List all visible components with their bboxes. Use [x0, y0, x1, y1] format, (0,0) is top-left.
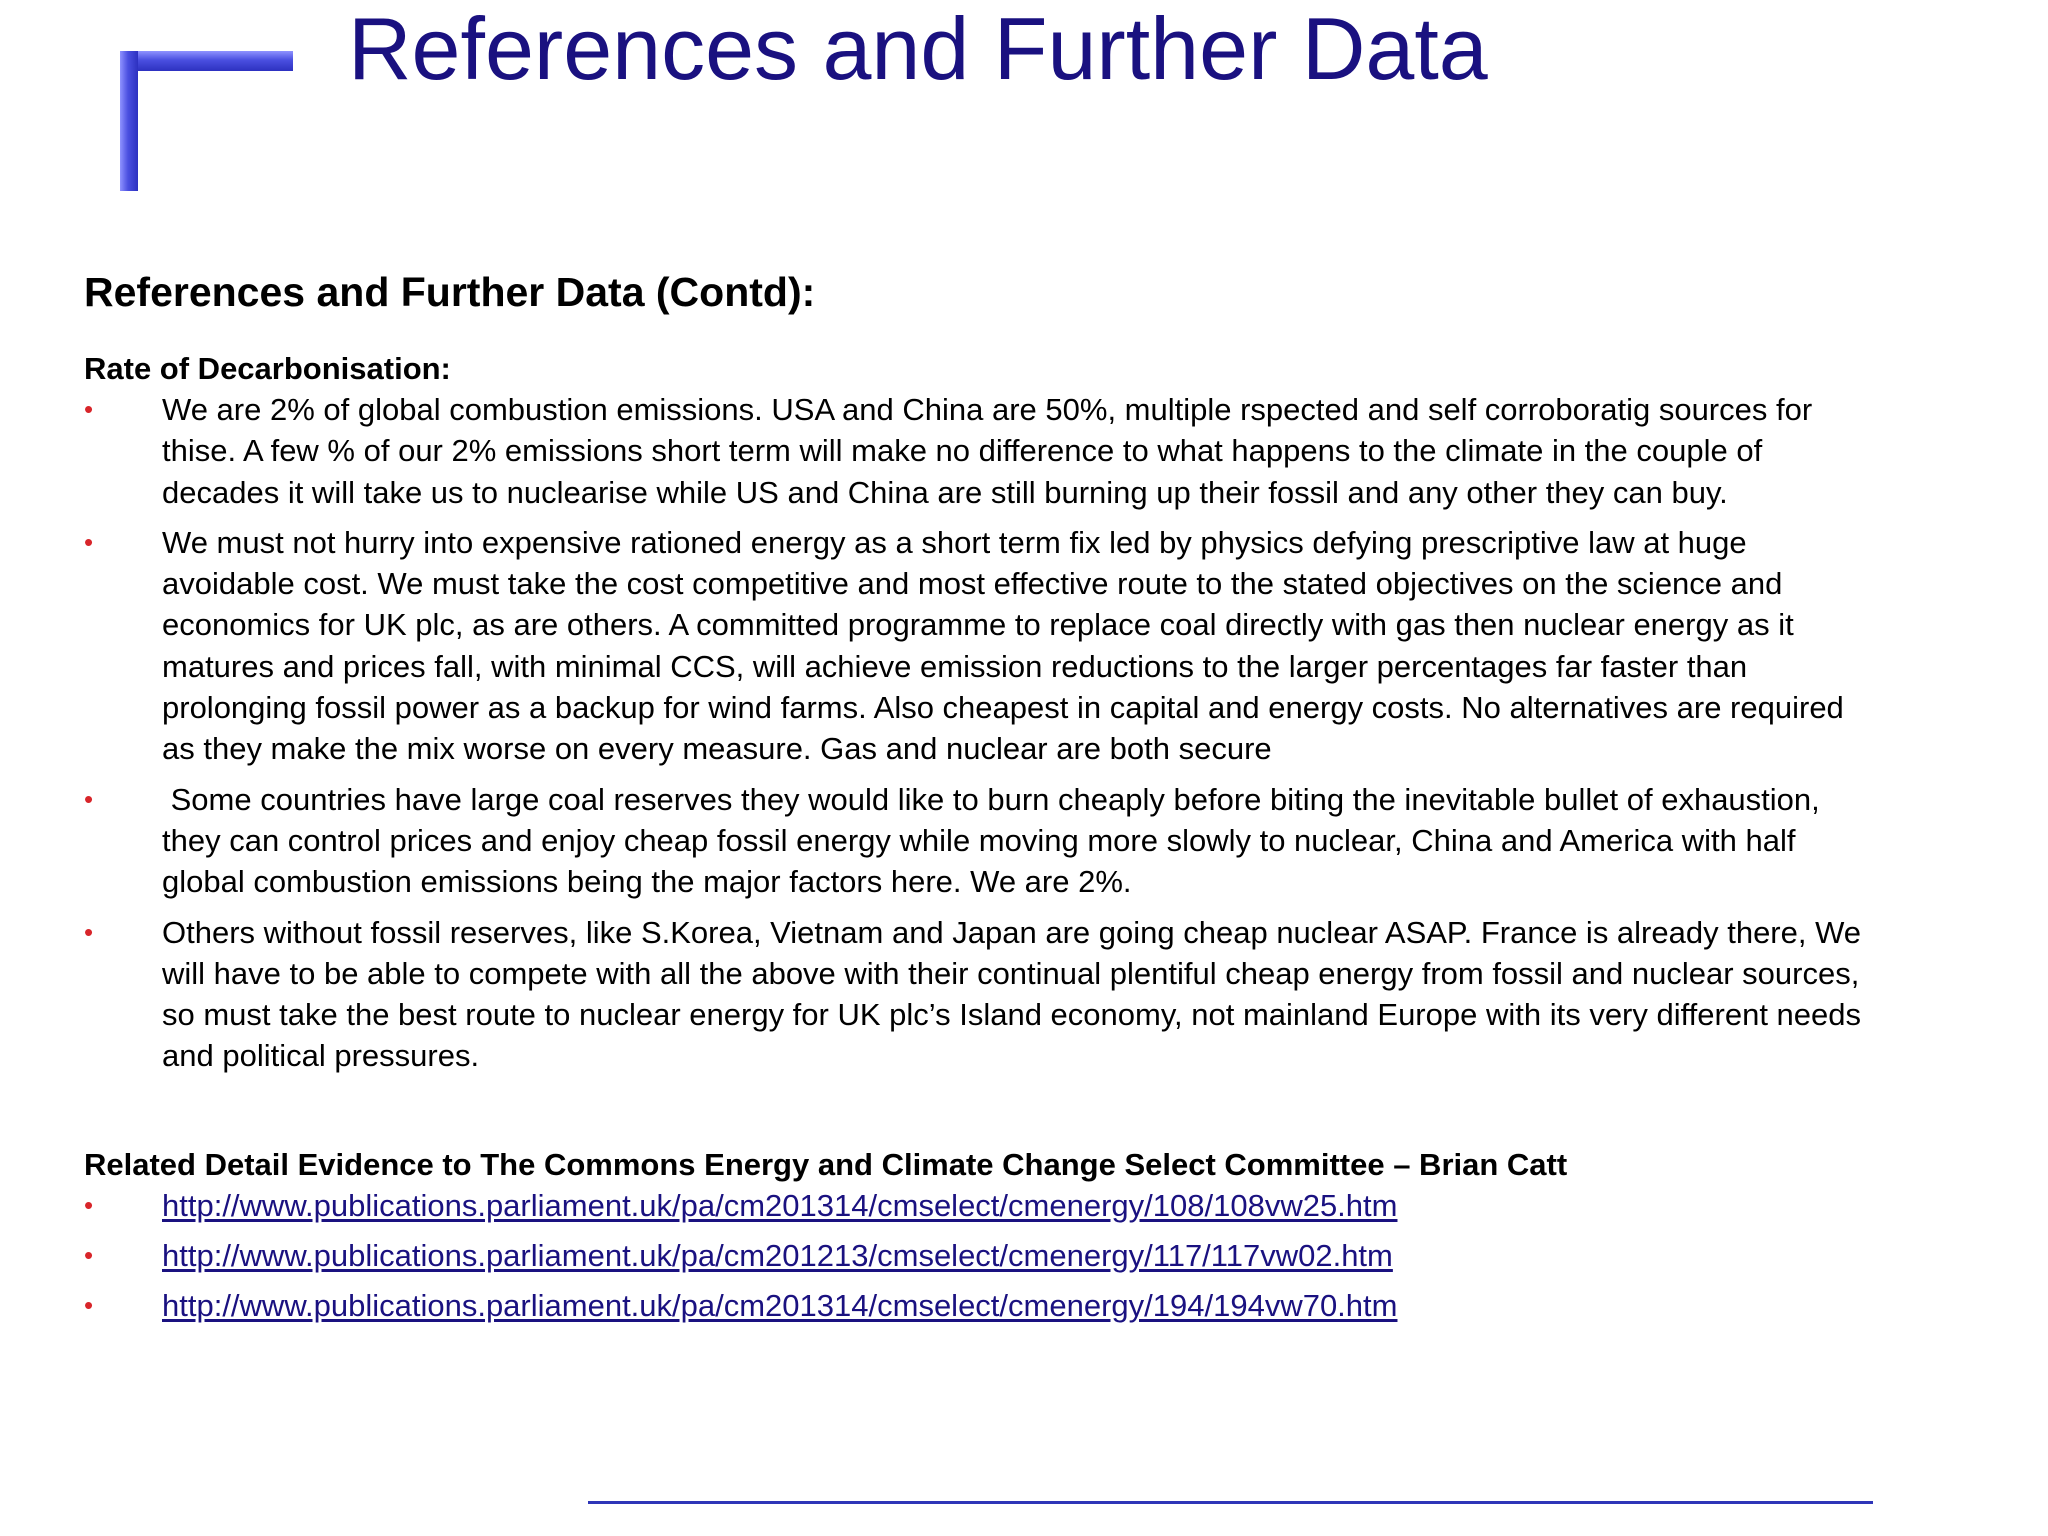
title-accent-bar-horizontal	[120, 51, 293, 71]
bullet-icon: •	[84, 1290, 94, 1321]
bullet-icon: •	[84, 1240, 94, 1271]
decarbonisation-bullet-list	[84, 389, 1884, 1077]
list-item	[84, 912, 1884, 1077]
bullet-icon: •	[84, 526, 94, 557]
bullet-text: Some countries have large coal reserves they would like to burn cheaply before biting the inevitable bullet of exhaustion, they can control prices and enjoy cheap fossil energy while moving more slowly to nuclear, China and America with half global combustion emissions being the major factors here. We are 2%.	[162, 781, 1829, 900]
list-item	[84, 1185, 1884, 1226]
list-item	[84, 389, 1884, 513]
evidence-link-list	[84, 1185, 1884, 1327]
list-item	[84, 522, 1884, 770]
footer-divider	[588, 1501, 1873, 1504]
slide-title: References and Further Data	[348, 0, 1488, 98]
bullet-text: We are 2% of global combustion emissions. USA and China are 50%, multiple rspected and self corroboratig sources for thise. A few % of our 2% emissions short term will make no difference to what happens to the climate in the couple of decades it will take us to nuclearise while US and China are still burning up their fossil and any other they can buy.	[162, 392, 1813, 510]
bullet-icon: •	[84, 1189, 94, 1220]
title-accent-bar-vertical	[120, 51, 138, 191]
bullet-icon: •	[84, 783, 94, 814]
evidence-link-2[interactable]: http://www.publications.parliament.uk/pa/cm201213/cmselect/cmenergy/117/117vw02.htm	[162, 1238, 1393, 1274]
section-title-related-evidence: Related Detail Evidence to The Commons Energy and Climate Change Select Committee – Brian Catt	[84, 1146, 1568, 1182]
section-title-decarbonisation: Rate of Decarbonisation:	[84, 351, 451, 386]
list-item	[84, 1285, 1884, 1326]
bullet-text: Others without fossil reserves, like S.Korea, Vietnam and Japan are going cheap nuclear ASAP. France is already there, We will have to be able to compete with all the above with their continual plentiful cheap energy from fossil and nuclear sources, so must take the best route to nuclear energy for UK plc’s Island economy, not mainland Europe with its very different needs and political pressures.	[162, 914, 1862, 1074]
bullet-text: We must not hurry into expensive rationed energy as a short term fix led by physics defying prescriptive law at huge avoidable cost. We must take the cost competitive and most effective route to the stated objectives on the science and economics for UK plc, as are others. A committed programme to replace coal directly with gas then nuclear energy as it matures and prices fall, with minimal CCS, will achieve emission reductions to the larger percentages far faster than prolonging fossil power as a backup for wind farms. Also cheapest in capital and energy costs. No alternatives are required as they make the mix worse on every measure. Gas and nuclear are both secure	[162, 524, 1844, 767]
evidence-link-3[interactable]: http://www.publications.parliament.uk/pa/cm201314/cmselect/cmenergy/194/194vw70.htm	[162, 1288, 1398, 1324]
list-item	[84, 1235, 1884, 1276]
bullet-icon: •	[84, 916, 94, 947]
evidence-link-1[interactable]: http://www.publications.parliament.uk/pa/cm201314/cmselect/cmenergy/108/108vw25.htm	[162, 1187, 1398, 1223]
bullet-icon: •	[84, 394, 94, 424]
list-item	[84, 779, 1884, 903]
slide-content	[84, 262, 1884, 1336]
content-heading: References and Further Data (Contd):	[84, 269, 816, 315]
